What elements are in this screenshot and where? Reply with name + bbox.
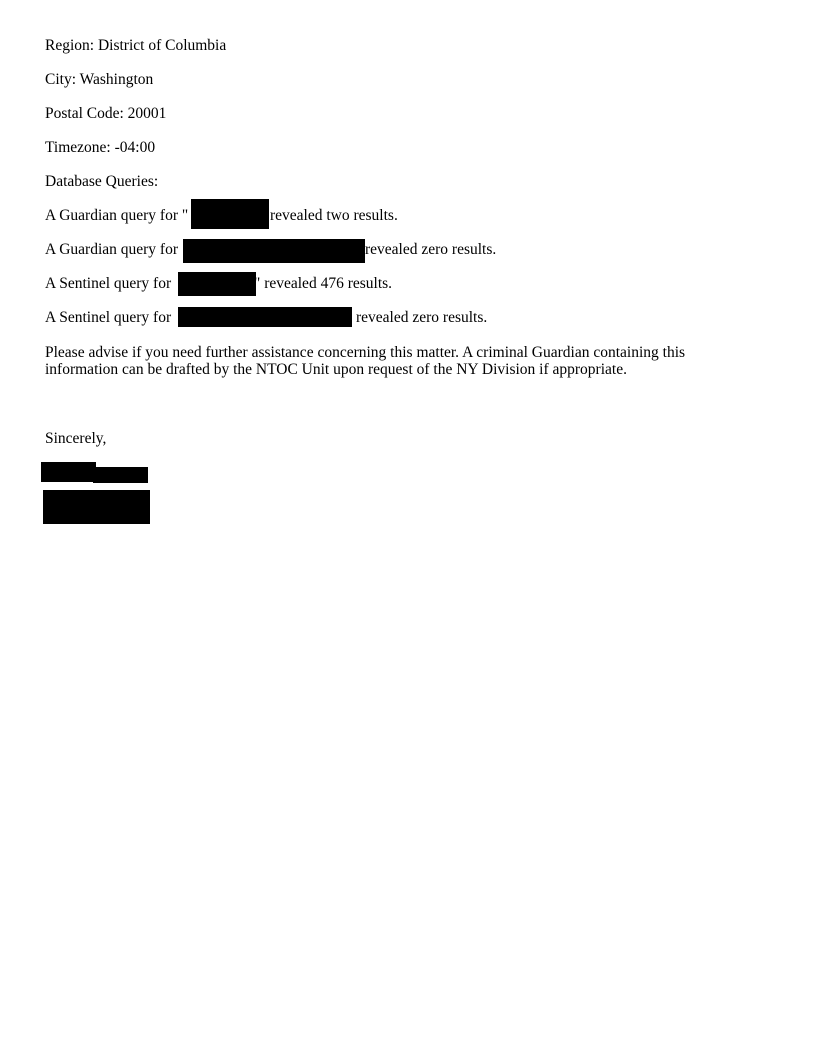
query-4-suffix: revealed zero results. <box>356 309 488 326</box>
redaction-block-signature-title <box>43 490 150 524</box>
query-1-prefix: A Guardian query for " <box>45 207 189 224</box>
closing-paragraph-line-2: information can be drafted by the NTOC Unit upon request of the NY Division if appropriate. <box>45 361 627 378</box>
signoff-text: Sincerely, <box>45 430 107 447</box>
query-2-prefix: A Guardian query for <box>45 241 178 258</box>
query-3-suffix: " revealed 476 results. <box>254 275 393 292</box>
city-line: City: Washington <box>45 71 154 88</box>
redaction-block-query-4 <box>178 307 352 327</box>
redaction-block-signature-name-1 <box>41 462 96 482</box>
redaction-block-query-3 <box>178 272 256 296</box>
query-3-prefix: A Sentinel query for <box>45 275 172 292</box>
region-line: Region: District of Columbia <box>45 37 227 54</box>
redaction-block-query-2 <box>183 239 365 263</box>
timezone-line: Timezone: -04:00 <box>45 139 156 156</box>
database-queries-heading: Database Queries: <box>45 173 159 190</box>
redaction-block-query-1 <box>191 199 269 229</box>
query-2-suffix: revealed zero results. <box>365 241 497 258</box>
query-1-suffix: revealed two results. <box>270 207 398 224</box>
closing-paragraph <box>45 344 745 378</box>
postal-code-line: Postal Code: 20001 <box>45 105 167 122</box>
redaction-block-signature-name-2 <box>93 467 148 483</box>
query-4-prefix: A Sentinel query for <box>45 309 172 326</box>
closing-paragraph-line-1: Please advise if you need further assistance concerning this matter. A criminal Guardian containing this <box>45 344 686 361</box>
